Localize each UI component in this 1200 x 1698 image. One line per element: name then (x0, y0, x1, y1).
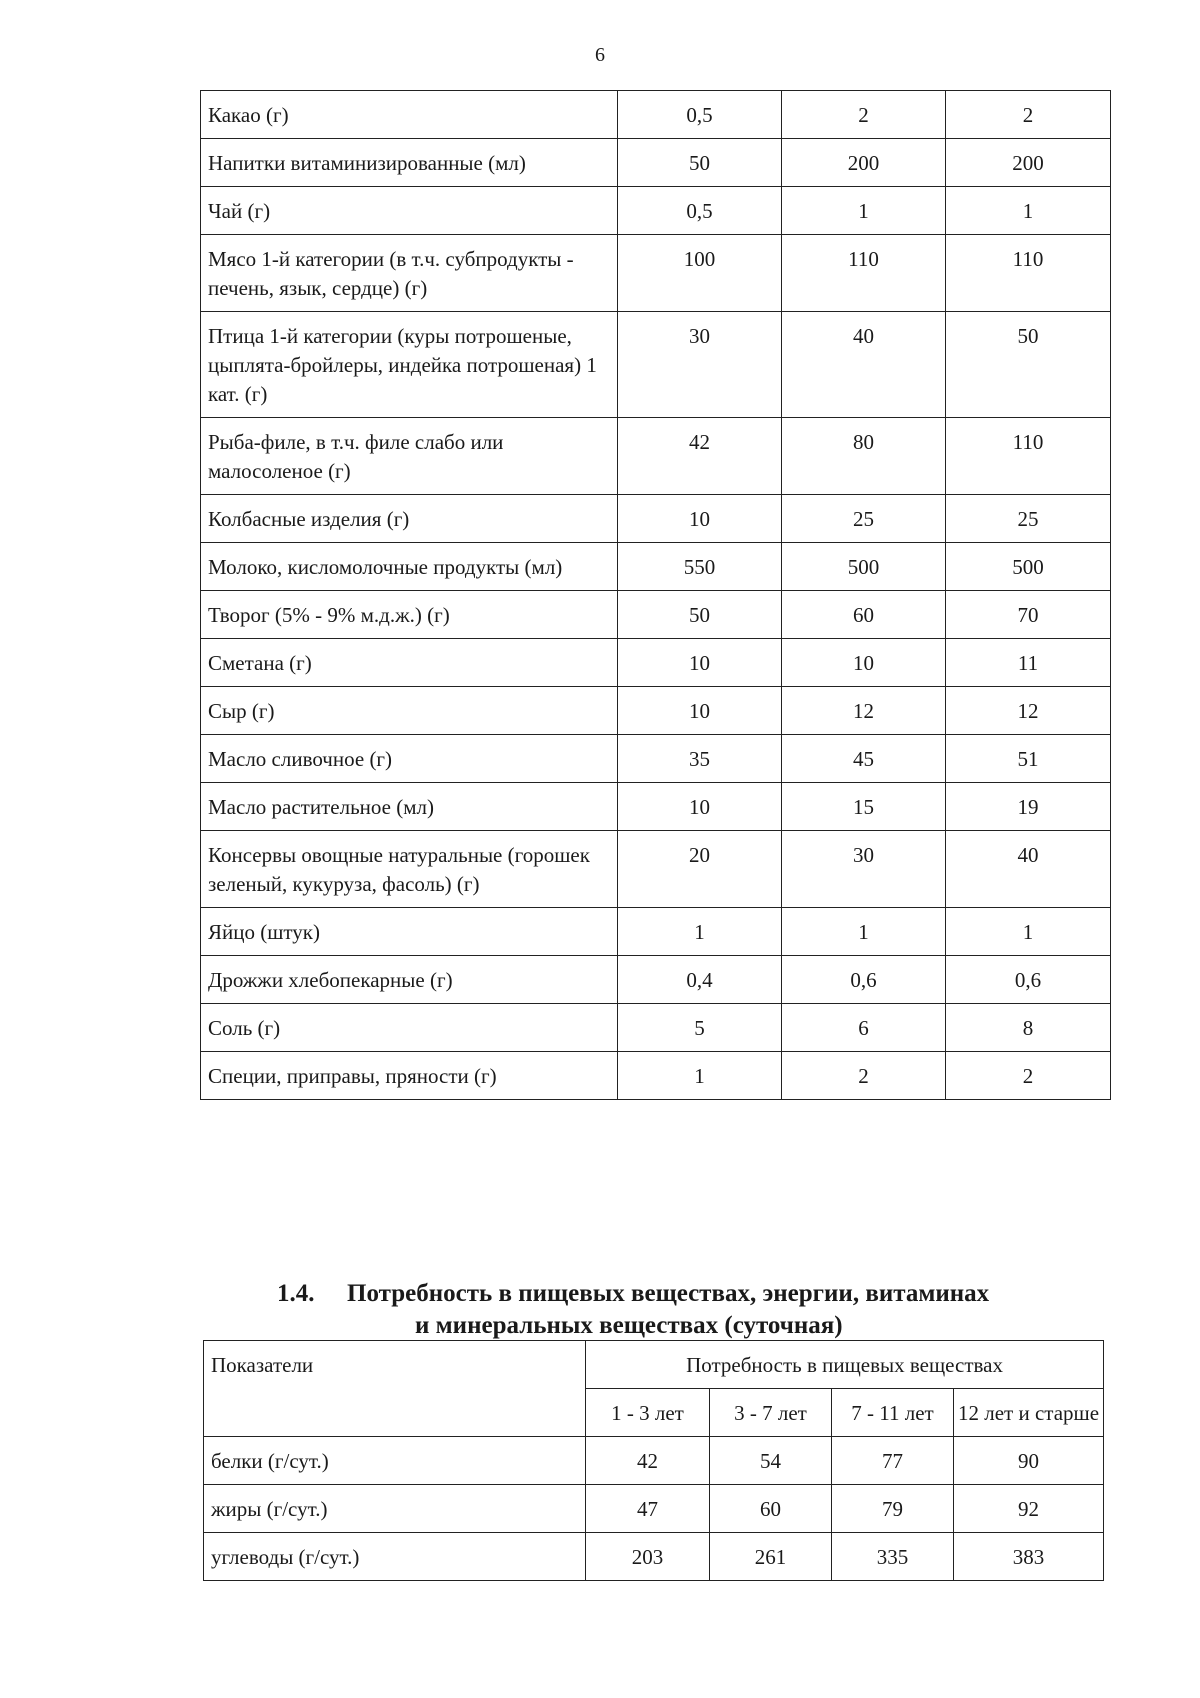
value-cell: 40 (946, 831, 1111, 908)
value-cell: 0,4 (618, 956, 782, 1004)
value-cell: 335 (832, 1533, 954, 1581)
value-cell: 20 (618, 831, 782, 908)
value-cell: 6 (782, 1004, 946, 1052)
value-cell: 11 (946, 639, 1111, 687)
table-row (204, 1533, 1104, 1581)
value-cell: 45 (782, 735, 946, 783)
value-cell: 1 (782, 908, 946, 956)
product-name-cell: Чай (г) (201, 187, 618, 235)
table-row (201, 1052, 1111, 1100)
table-row (204, 1485, 1104, 1533)
value-cell: 50 (618, 591, 782, 639)
value-cell: 0,5 (618, 91, 782, 139)
value-cell: 60 (710, 1485, 832, 1533)
value-cell: 0,5 (618, 187, 782, 235)
value-cell: 1 (618, 908, 782, 956)
product-name-cell: Творог (5% - 9% м.д.ж.) (г) (201, 591, 618, 639)
value-cell: 200 (946, 139, 1111, 187)
value-cell: 19 (946, 783, 1111, 831)
food-norms-table (200, 90, 1111, 1100)
table-row (201, 591, 1111, 639)
value-cell: 15 (782, 783, 946, 831)
table-row (201, 139, 1111, 187)
product-name-cell: Напитки витаминизированные (мл) (201, 139, 618, 187)
nutrient-name-cell: белки (г/сут.) (204, 1437, 586, 1485)
section-heading-line1 (277, 1278, 989, 1310)
table-row (201, 235, 1111, 312)
table-row (201, 687, 1111, 735)
table-row (201, 908, 1111, 956)
value-cell: 10 (618, 639, 782, 687)
nutrients-table-body (204, 1437, 1104, 1581)
value-cell: 550 (618, 543, 782, 591)
value-cell: 110 (946, 235, 1111, 312)
value-cell: 261 (710, 1533, 832, 1581)
page-number: 6 (595, 44, 605, 66)
product-name-cell: Консервы овощные натуральные (горошек зеленый, кукуруза, фасоль) (г) (201, 831, 618, 908)
value-cell: 77 (832, 1437, 954, 1485)
value-cell: 40 (782, 312, 946, 418)
value-cell: 10 (618, 783, 782, 831)
product-name-cell: Какао (г) (201, 91, 618, 139)
table-row (201, 831, 1111, 908)
value-cell: 110 (782, 235, 946, 312)
value-cell: 5 (618, 1004, 782, 1052)
value-cell: 60 (782, 591, 946, 639)
nutrients-table (203, 1340, 1104, 1581)
product-name-cell: Птица 1-й категории (куры потрошеные, цыплята-бройлеры, индейка потрошеная) 1 кат. (г) (201, 312, 618, 418)
product-name-cell: Молоко, кисломолочные продукты (мл) (201, 543, 618, 591)
value-cell: 100 (618, 235, 782, 312)
value-cell: 42 (586, 1437, 710, 1485)
value-cell: 54 (710, 1437, 832, 1485)
table-row (201, 91, 1111, 139)
product-name-cell: Специи, приправы, пряности (г) (201, 1052, 618, 1100)
value-cell: 1 (618, 1052, 782, 1100)
product-name-cell: Яйцо (штук) (201, 908, 618, 956)
value-cell: 50 (618, 139, 782, 187)
table-row (204, 1437, 1104, 1485)
value-cell: 70 (946, 591, 1111, 639)
value-cell: 47 (586, 1485, 710, 1533)
value-cell: 500 (782, 543, 946, 591)
value-cell: 80 (782, 418, 946, 495)
section-title-line1: Потребность в пищевых веществах, энергии, витаминах (347, 1280, 990, 1307)
value-cell: 2 (946, 1052, 1111, 1100)
age-group-cell: 7 - 11 лет (832, 1389, 954, 1437)
age-group-cell: 12 лет и старше (954, 1389, 1104, 1437)
table-row (201, 735, 1111, 783)
product-name-cell: Мясо 1-й категории (в т.ч. субпродукты - печень, язык, сердце) (г) (201, 235, 618, 312)
table-row (201, 1004, 1111, 1052)
value-cell: 1 (946, 908, 1111, 956)
value-cell: 500 (946, 543, 1111, 591)
value-cell: 10 (782, 639, 946, 687)
value-cell: 12 (782, 687, 946, 735)
value-cell: 200 (782, 139, 946, 187)
product-name-cell: Сыр (г) (201, 687, 618, 735)
value-cell: 90 (954, 1437, 1104, 1485)
value-cell: 35 (618, 735, 782, 783)
table-row (201, 639, 1111, 687)
value-cell: 2 (946, 91, 1111, 139)
age-group-cell: 1 - 3 лет (586, 1389, 710, 1437)
section-number: 1.4. (277, 1280, 315, 1307)
table-row (201, 956, 1111, 1004)
value-cell: 79 (832, 1485, 954, 1533)
table-row (201, 543, 1111, 591)
product-name-cell: Масло сливочное (г) (201, 735, 618, 783)
value-cell: 10 (618, 495, 782, 543)
value-cell: 50 (946, 312, 1111, 418)
product-name-cell: Рыба-филе, в т.ч. филе слабо или малосоленое (г) (201, 418, 618, 495)
table-row (201, 418, 1111, 495)
value-cell: 30 (782, 831, 946, 908)
value-cell: 110 (946, 418, 1111, 495)
value-cell: 10 (618, 687, 782, 735)
value-cell: 30 (618, 312, 782, 418)
value-cell: 8 (946, 1004, 1111, 1052)
value-cell: 1 (782, 187, 946, 235)
product-name-cell: Соль (г) (201, 1004, 618, 1052)
table-row (201, 312, 1111, 418)
value-cell: 92 (954, 1485, 1104, 1533)
value-cell: 203 (586, 1533, 710, 1581)
product-name-cell: Колбасные изделия (г) (201, 495, 618, 543)
value-cell: 0,6 (946, 956, 1111, 1004)
value-cell: 12 (946, 687, 1111, 735)
table-row (201, 783, 1111, 831)
food-norms-table-body (201, 91, 1111, 1100)
product-name-cell: Масло растительное (мл) (201, 783, 618, 831)
value-cell: 0,6 (782, 956, 946, 1004)
nutrients-header-row (204, 1341, 1104, 1389)
header-group: Потребность в пищевых веществах (586, 1341, 1104, 1389)
product-name-cell: Дрожжи хлебопекарные (г) (201, 956, 618, 1004)
value-cell: 383 (954, 1533, 1104, 1581)
value-cell: 25 (782, 495, 946, 543)
nutrient-name-cell: углеводы (г/сут.) (204, 1533, 586, 1581)
nutrient-name-cell: жиры (г/сут.) (204, 1485, 586, 1533)
table-row (201, 187, 1111, 235)
table-row (201, 495, 1111, 543)
value-cell: 2 (782, 1052, 946, 1100)
value-cell: 25 (946, 495, 1111, 543)
value-cell: 51 (946, 735, 1111, 783)
age-group-cell: 3 - 7 лет (710, 1389, 832, 1437)
header-indicator: Показатели (204, 1341, 586, 1437)
value-cell: 1 (946, 187, 1111, 235)
value-cell: 42 (618, 418, 782, 495)
product-name-cell: Сметана (г) (201, 639, 618, 687)
value-cell: 2 (782, 91, 946, 139)
section-title-line2: и минеральных веществах (суточная) (415, 1312, 843, 1339)
